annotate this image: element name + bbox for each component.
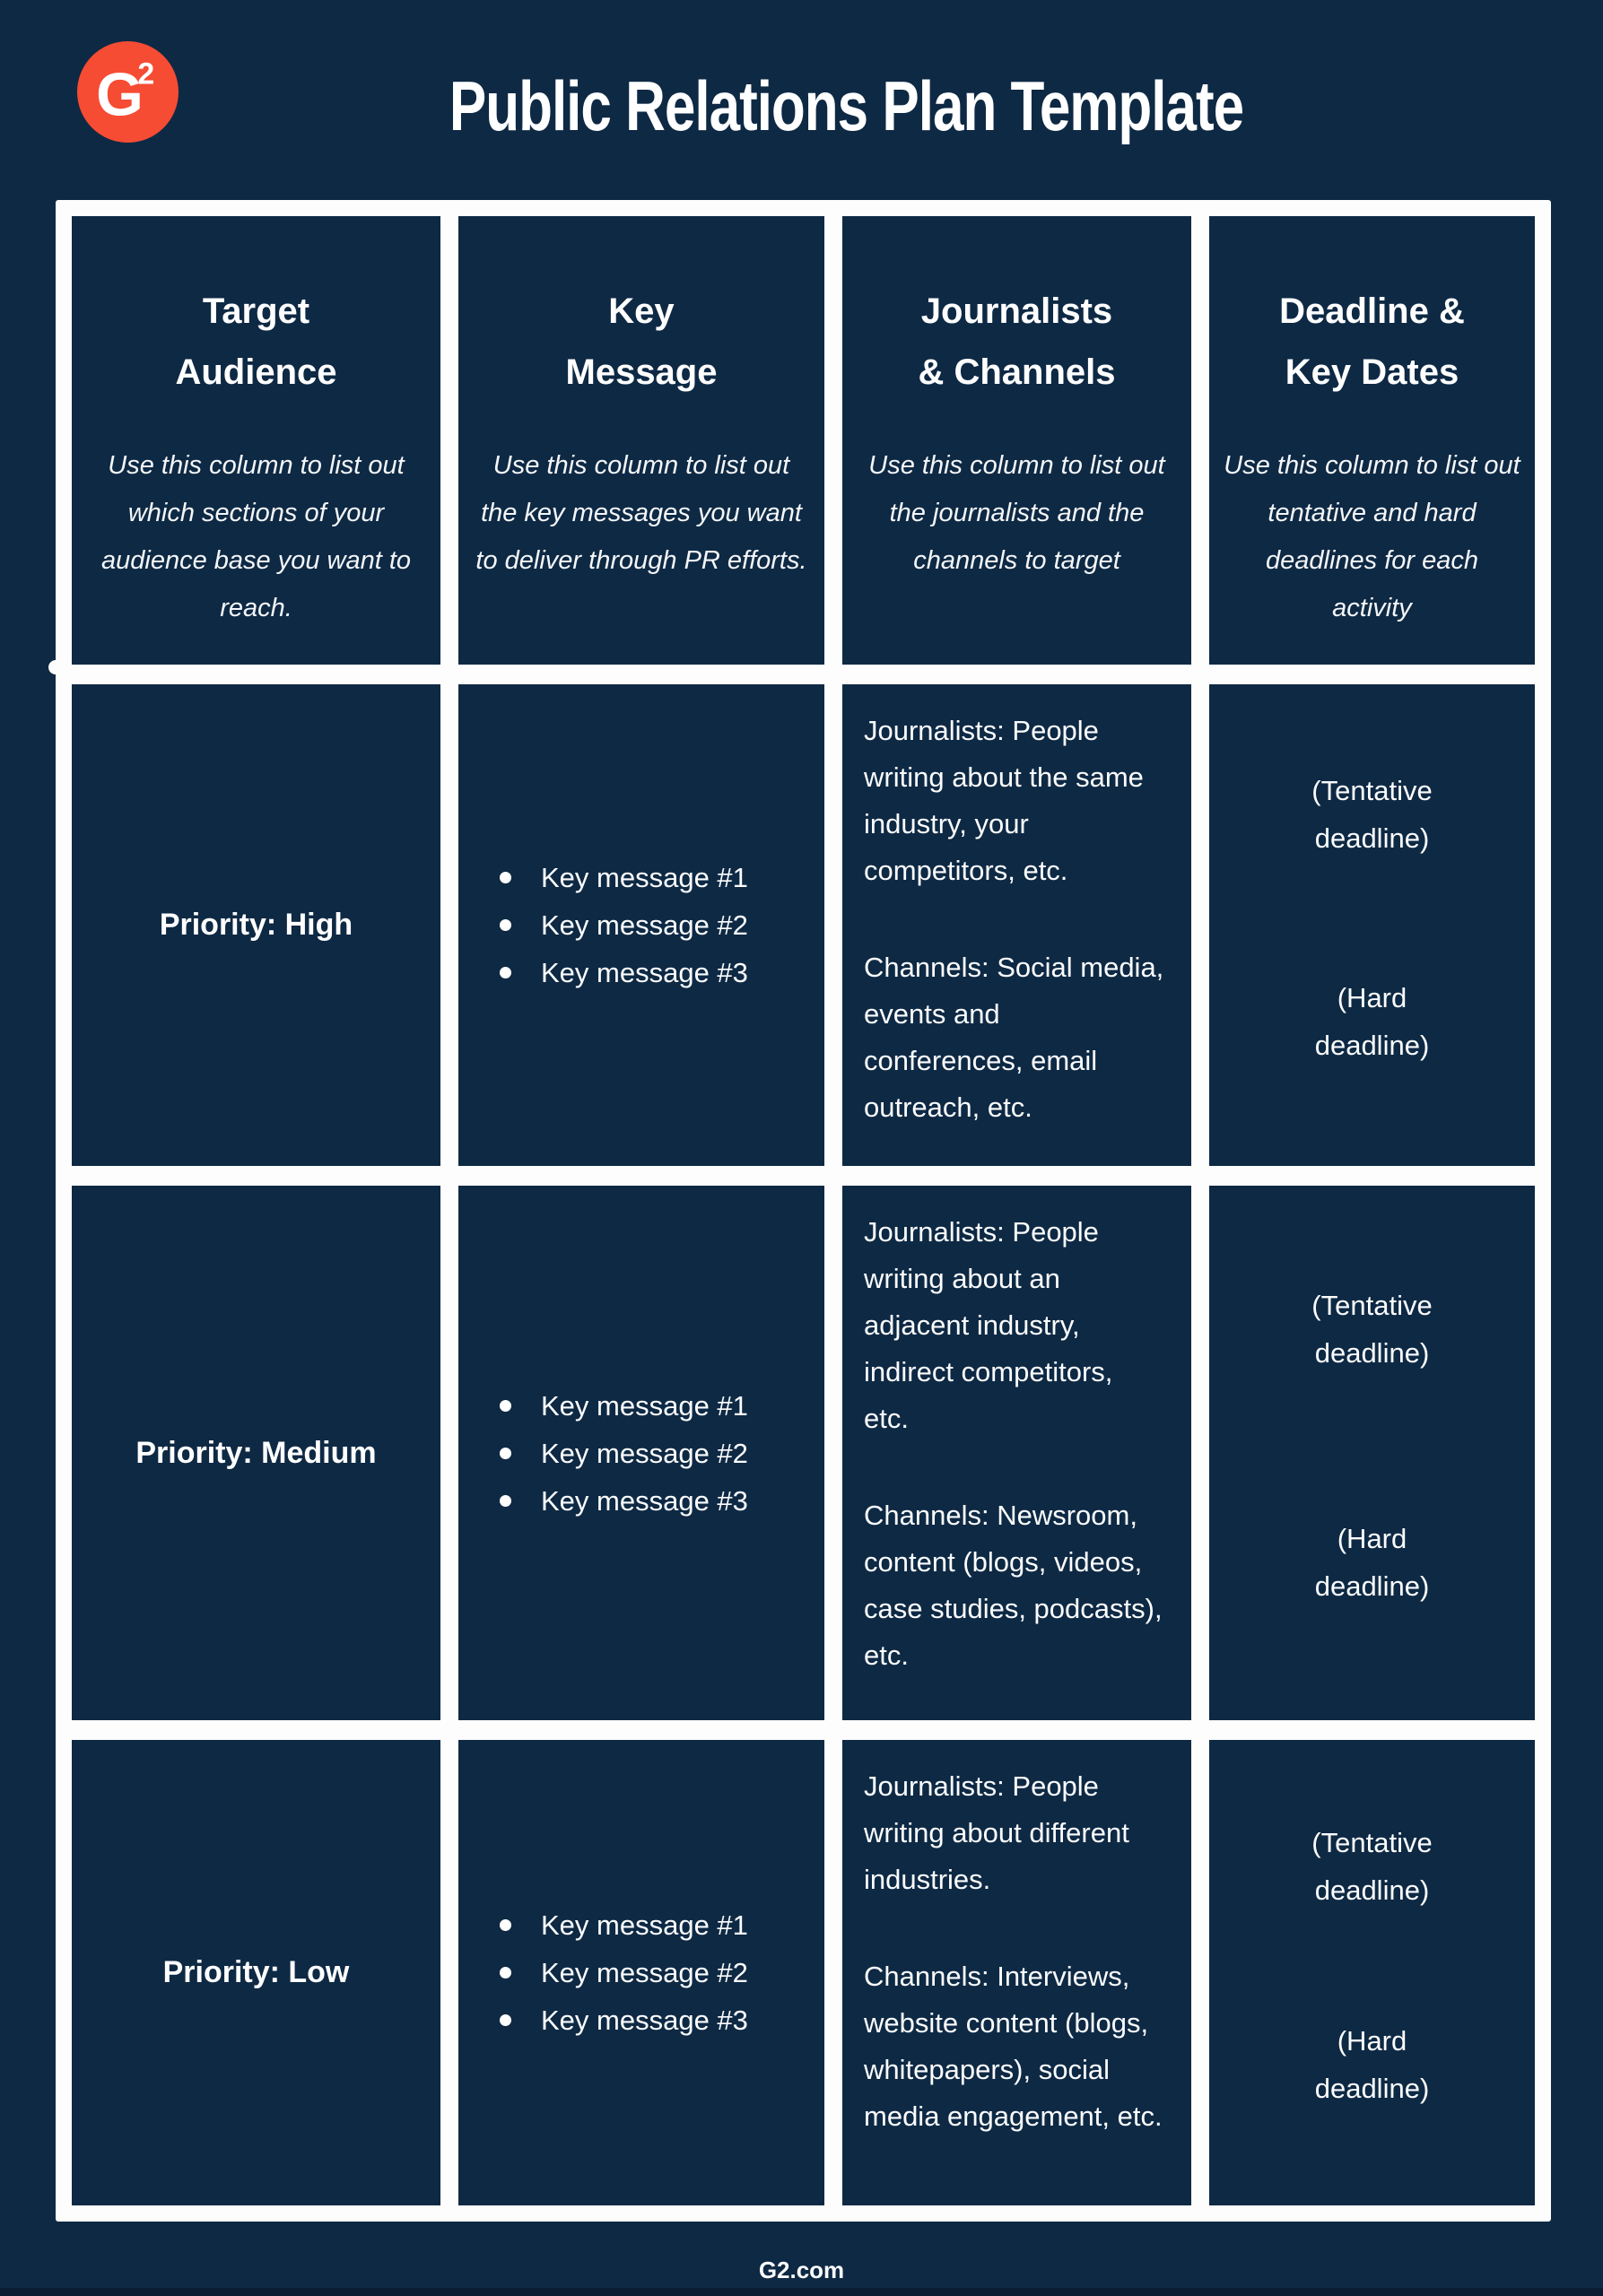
pr-plan-table <box>72 216 1535 2205</box>
key-messages-list <box>458 854 748 996</box>
journalists-text: Journalists: People writing about an adjacent industry, indirect competitors, etc. <box>864 1216 1113 1434</box>
tentative-deadline <box>1311 1819 1432 1914</box>
column-title <box>1279 281 1465 403</box>
column-title-line: Target <box>202 291 310 331</box>
column-title <box>566 281 718 403</box>
deadline-line: deadline) <box>1314 1570 1430 1602</box>
list-item <box>500 901 748 949</box>
key-messages-list <box>458 1382 748 1525</box>
hard-deadline <box>1315 974 1430 1069</box>
column-description: Use this column to list out the journalists and the channels to target <box>868 451 1165 575</box>
channels-text: Channels: Newsroom, content (blogs, videos, case studies, podcasts), etc. <box>864 1500 1163 1671</box>
deadline-line: (Hard <box>1337 1523 1407 1554</box>
column-title-line: Message <box>565 352 718 392</box>
list-item <box>500 1901 748 1949</box>
bullet-icon <box>500 1400 511 1412</box>
bullet-icon <box>500 967 511 978</box>
key-message-text: Key message #2 <box>541 1957 748 1988</box>
key-messages-cell-high <box>458 684 824 1166</box>
deadline-line: (Tentative <box>1311 1826 1433 1858</box>
deadline-line: (Tentative <box>1311 775 1433 807</box>
key-message-text: Key message #3 <box>541 957 748 988</box>
tentative-deadline <box>1311 767 1432 862</box>
column-title-line: Key <box>608 291 675 331</box>
key-message-text: Key message #3 <box>541 1484 748 1517</box>
list-item <box>500 1949 748 1996</box>
bullet-icon <box>500 1919 511 1931</box>
header-cell-target-audience <box>72 216 440 665</box>
list-item <box>500 1382 748 1430</box>
list-item <box>500 1996 748 2044</box>
deadline-line: (Hard <box>1337 981 1407 1013</box>
column-description: Use this column to list out the key messages you want to deliver through PR efforts. <box>475 451 807 575</box>
header-cell-deadline-key-dates <box>1209 216 1535 665</box>
bullet-icon <box>500 919 511 931</box>
deadline-line: (Tentative <box>1311 1290 1433 1321</box>
key-message-text: Key message #1 <box>541 862 748 893</box>
deadline-line: deadline) <box>1314 1029 1430 1061</box>
column-title-line: Audience <box>175 352 337 392</box>
column-description: Use this column to list out tentative and hard deadlines for each activity <box>1224 451 1520 622</box>
deadline-line: deadline) <box>1314 2073 1430 2105</box>
journalists-channels-cell-medium <box>842 1186 1191 1720</box>
logo-letter: G <box>96 61 144 129</box>
bullet-icon <box>500 1495 511 1507</box>
hard-deadline <box>1315 2017 1430 2112</box>
deadline-cell-high <box>1209 684 1535 1166</box>
column-title-line: Key Dates <box>1285 352 1459 392</box>
column-title-line: & Channels <box>918 352 1116 392</box>
key-messages-list <box>458 1901 748 2044</box>
priority-cell-medium: Priority: Medium <box>72 1186 440 1720</box>
journalists-text: Journalists: People writing about the same industry, your competitors, etc. <box>864 715 1144 886</box>
header-cell-key-message <box>458 216 824 665</box>
key-message-text: Key message #1 <box>541 1909 748 1941</box>
bullet-icon <box>500 1448 511 1459</box>
page-title: Public Relations Plan Template <box>449 67 1244 146</box>
journalists-text: Journalists: People writing about different industries. <box>864 1770 1129 1895</box>
journalists-channels-cell-low <box>842 1740 1191 2205</box>
channels-text: Channels: Social media, events and conferences, email outreach, etc. <box>864 952 1164 1123</box>
list-item <box>500 1430 748 1477</box>
key-messages-cell-medium <box>458 1186 824 1720</box>
column-title-line: Deadline & <box>1279 291 1465 331</box>
deadline-line: deadline) <box>1314 1337 1430 1369</box>
deadline-cell-low <box>1209 1740 1535 2205</box>
column-title <box>918 281 1115 403</box>
key-message-text: Key message #1 <box>541 1389 748 1422</box>
pr-plan-table-frame <box>56 200 1551 2222</box>
journalists-channels-cell-high <box>842 684 1191 1166</box>
deadline-line: (Hard <box>1337 2025 1407 2057</box>
list-item <box>500 1477 748 1525</box>
deadline-cell-medium <box>1209 1186 1535 1720</box>
footer-text: G2.com <box>758 2257 845 2283</box>
key-message-text: Key message #3 <box>541 2005 748 2036</box>
channels-text: Channels: Interviews, website content (blogs, whitepapers), social media engagement, etc. <box>864 1961 1163 2132</box>
priority-cell-low: Priority: Low <box>72 1740 440 2205</box>
key-messages-cell-low <box>458 1740 824 2205</box>
key-message-text: Key message #2 <box>541 909 748 941</box>
bottom-bar <box>0 2288 1603 2296</box>
hard-deadline <box>1315 1515 1430 1610</box>
list-item <box>500 949 748 996</box>
header-cell-journalists-channels <box>842 216 1191 665</box>
bullet-icon <box>500 872 511 883</box>
column-title <box>175 281 336 403</box>
column-description: Use this column to list out which sections of your audience base you want to reach. <box>100 451 412 622</box>
bullet-icon <box>500 1967 511 1979</box>
deadline-line: deadline) <box>1314 1874 1430 1906</box>
bullet-icon <box>500 2014 511 2026</box>
priority-cell-high: Priority: High <box>72 684 440 1166</box>
logo-superscript: 2 <box>137 57 155 91</box>
tentative-deadline <box>1311 1282 1432 1377</box>
key-message-text: Key message #2 <box>541 1437 748 1469</box>
deadline-line: deadline) <box>1314 822 1430 855</box>
list-item <box>500 854 748 901</box>
column-title-line: Journalists <box>920 291 1113 331</box>
